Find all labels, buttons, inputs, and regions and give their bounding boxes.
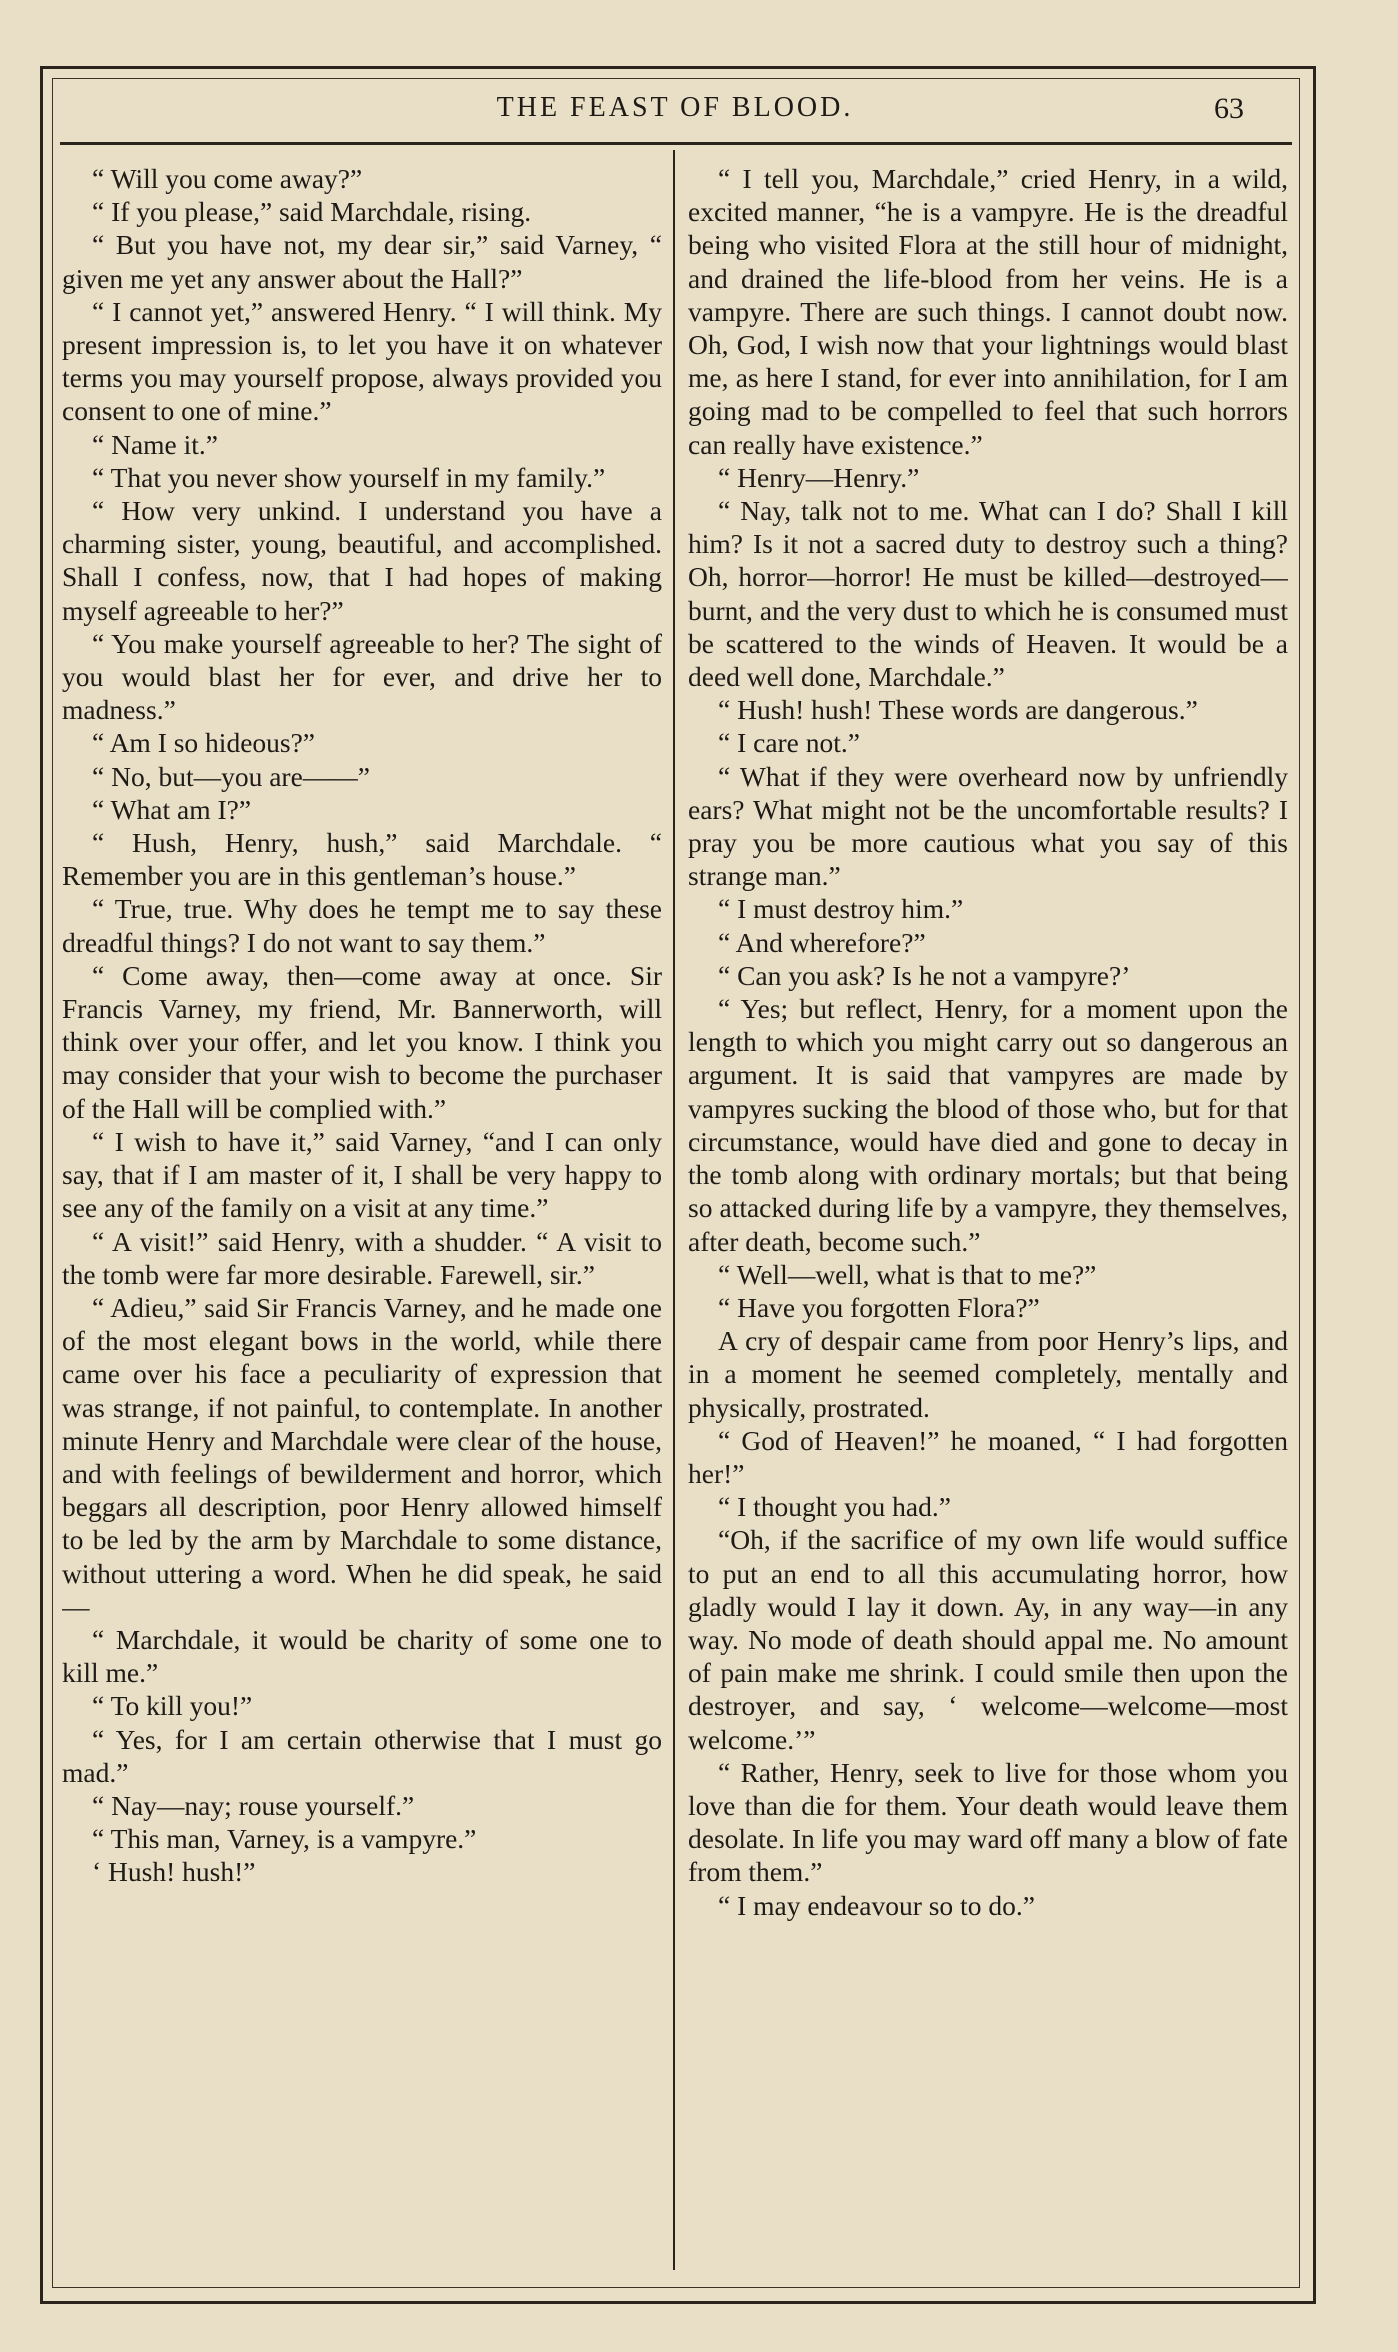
paragraph: “ If you please,” said Marchdale, rising. — [92, 196, 532, 228]
paragraph: “ Can you ask? Is he not a vampyre?’ — [718, 959, 1131, 991]
paragraph: “Oh, if the sacrifice of my own life would suffice to put an end to all this accumulating horror, how gladly would I lay it down. Ay, in any way—in any way. No mode of death should appal me. No amount of pain make me shrink. I could smile then upon the destroyer, and say, ‘ welcome—welcome—most welcome.’” — [688, 1524, 1288, 1755]
paragraph: “ What if they were overheard now by unfriendly ears? What might not be the uncomfortable results? I pray you be more cautious what you say of this strange man.” — [688, 760, 1288, 892]
paragraph: “ Have you forgotten Flora?” — [718, 1291, 1040, 1323]
paragraph: “ I wish to have it,” said Varney, “and I can only say, that if I am master of it, I shall be very happy to see any of the family on a visit at any time.” — [62, 1125, 662, 1224]
paragraph: “ Marchdale, it would be charity of some one to kill me.” — [62, 1623, 662, 1689]
paragraph: “ Hush, Henry, hush,” said Marchdale. “ Remember you are in this gentleman’s house.” — [62, 827, 662, 892]
header-rule — [60, 142, 1292, 145]
paragraph: “ That you never show yourself in my family.” — [92, 461, 606, 493]
running-header — [64, 84, 1286, 142]
paragraph: “ Rather, Henry, seek to live for those whom you love than die for them. Your death would leave them desolate. In life you may ward off many a blow of fate from them.” — [688, 1756, 1288, 1888]
paragraph: “ To kill you!” — [92, 1690, 253, 1722]
paragraph: “ Yes; but reflect, Henry, for a moment upon the length to which you might carry out so dangerous an argument. It is said that vampyres are made by vampyres sucking the blood of those who, but for that circumstance, would have died and gone to decay in the tomb along with ordinary mortals; but that being so attacked during life by a vampyre, they themselves, after death, become such.” — [688, 993, 1288, 1257]
paragraph: “ Am I so hideous?” — [92, 727, 316, 759]
paragraph: “ I cannot yet,” answered Henry. “ I will think. My present impression is, to let you have it on whatever terms you may yourself propose, always provided you consent to one of mine.” — [62, 295, 662, 427]
paragraph: “ True, true. Why does he tempt me to say these dreadful things? I do not want to say them.” — [62, 893, 662, 958]
right-column — [688, 162, 1288, 2272]
running-title: THE FEAST OF BLOOD. — [496, 92, 854, 123]
paragraph: “ You make yourself agreeable to her? The sight of you would blast her for ever, and drive her to madness.” — [62, 627, 662, 726]
paragraph: “ Nay, talk not to me. What can I do? Shall I kill him? Is it not a sacred duty to destroy such a thing? Oh, horror—horror! He must be killed—destroyed—burnt, and the very dust to which he is consumed must be scattered to the winds of Heaven. It would be a deed well done, Marchdale.” — [688, 495, 1288, 693]
paragraph: “ Adieu,” said Sir Francis Varney, and he made one of the most elegant bows in the world, while there came over his face a peculiarity of expression that was strange, if not painful, to contemplate. In another minute Henry and Marchdale were clear of the house, and with feelings of bewilderment and horror, which beggars all description, poor Henry allowed himself to be led by the arm by Marchdale to some distance, without uttering a word. When he did speak, he said— — [62, 1291, 662, 1622]
paragraph: “ What am I?” — [92, 793, 252, 825]
paragraph: “ A visit!” said Henry, with a shudder. “ A visit to the tomb were far more desirable. Farewell, sir.” — [62, 1225, 662, 1290]
paragraph: “ Name it.” — [92, 428, 218, 460]
left-column — [62, 162, 662, 2272]
paragraph: “ But you have not, my dear sir,” said Varney, “ given me yet any answer about the Hall?” — [62, 229, 662, 294]
column-divider — [673, 150, 675, 2270]
paragraph: “ Come away, then—come away at once. Sir Francis Varney, my friend, Mr. Bannerworth, will think over your offer, and let you know. I think you may consider that your wish to become the purchaser of the Hall will be complied with.” — [62, 959, 662, 1124]
paragraph: “ Hush! hush! These words are dangerous.” — [718, 694, 1198, 726]
paragraph: “ How very unkind. I understand you have a charming sister, young, beautiful, and accomplished. Shall I confess, now, that I had hopes of making myself agreeable to her?” — [62, 495, 662, 626]
paragraph: “ I care not.” — [718, 727, 860, 759]
paragraph: “ Well—well, what is that to me?” — [718, 1258, 1097, 1290]
paragraph: “ No, but—you are——” — [92, 760, 370, 792]
paragraph: “ I tell you, Marchdale,” cried Henry, in a wild, excited manner, “he is a vampyre. He is the dreadful being who visited Flora at the still hour of midnight, and drained the life-blood from her veins. He is a vampyre. There are such things. I cannot doubt now. Oh, God, I wish now that your lightnings would blast me, as here I stand, for ever into annihilation, for I am going mad to be compelled to feel that such horrors can really have existence.” — [688, 163, 1288, 460]
paragraph: “ Will you come away?” — [92, 163, 363, 194]
paragraph: “ Nay—nay; rouse yourself.” — [92, 1789, 415, 1821]
paragraph: “ I thought you had.” — [718, 1491, 951, 1523]
paragraph: “ Henry—Henry.” — [718, 461, 920, 493]
paragraph: “ I must destroy him.” — [718, 893, 964, 925]
paragraph: ‘ Hush! hush!” — [92, 1856, 256, 1888]
page-number: 63 — [1214, 92, 1244, 125]
paragraph: “ Yes, for I am certain otherwise that I must go mad.” — [62, 1723, 662, 1788]
paragraph: “ And wherefore?” — [718, 926, 926, 958]
paragraph: “ I may endeavour so to do.” — [718, 1889, 1035, 1921]
paragraph: “ This man, Varney, is a vampyre.” — [92, 1823, 477, 1855]
paragraph: “ God of Heaven!” he moaned, “ I had forgotten her!” — [688, 1424, 1288, 1489]
paragraph: A cry of despair came from poor Henry’s lips, and in a moment he seemed completely, mentally and physically, prostrated. — [688, 1325, 1288, 1423]
